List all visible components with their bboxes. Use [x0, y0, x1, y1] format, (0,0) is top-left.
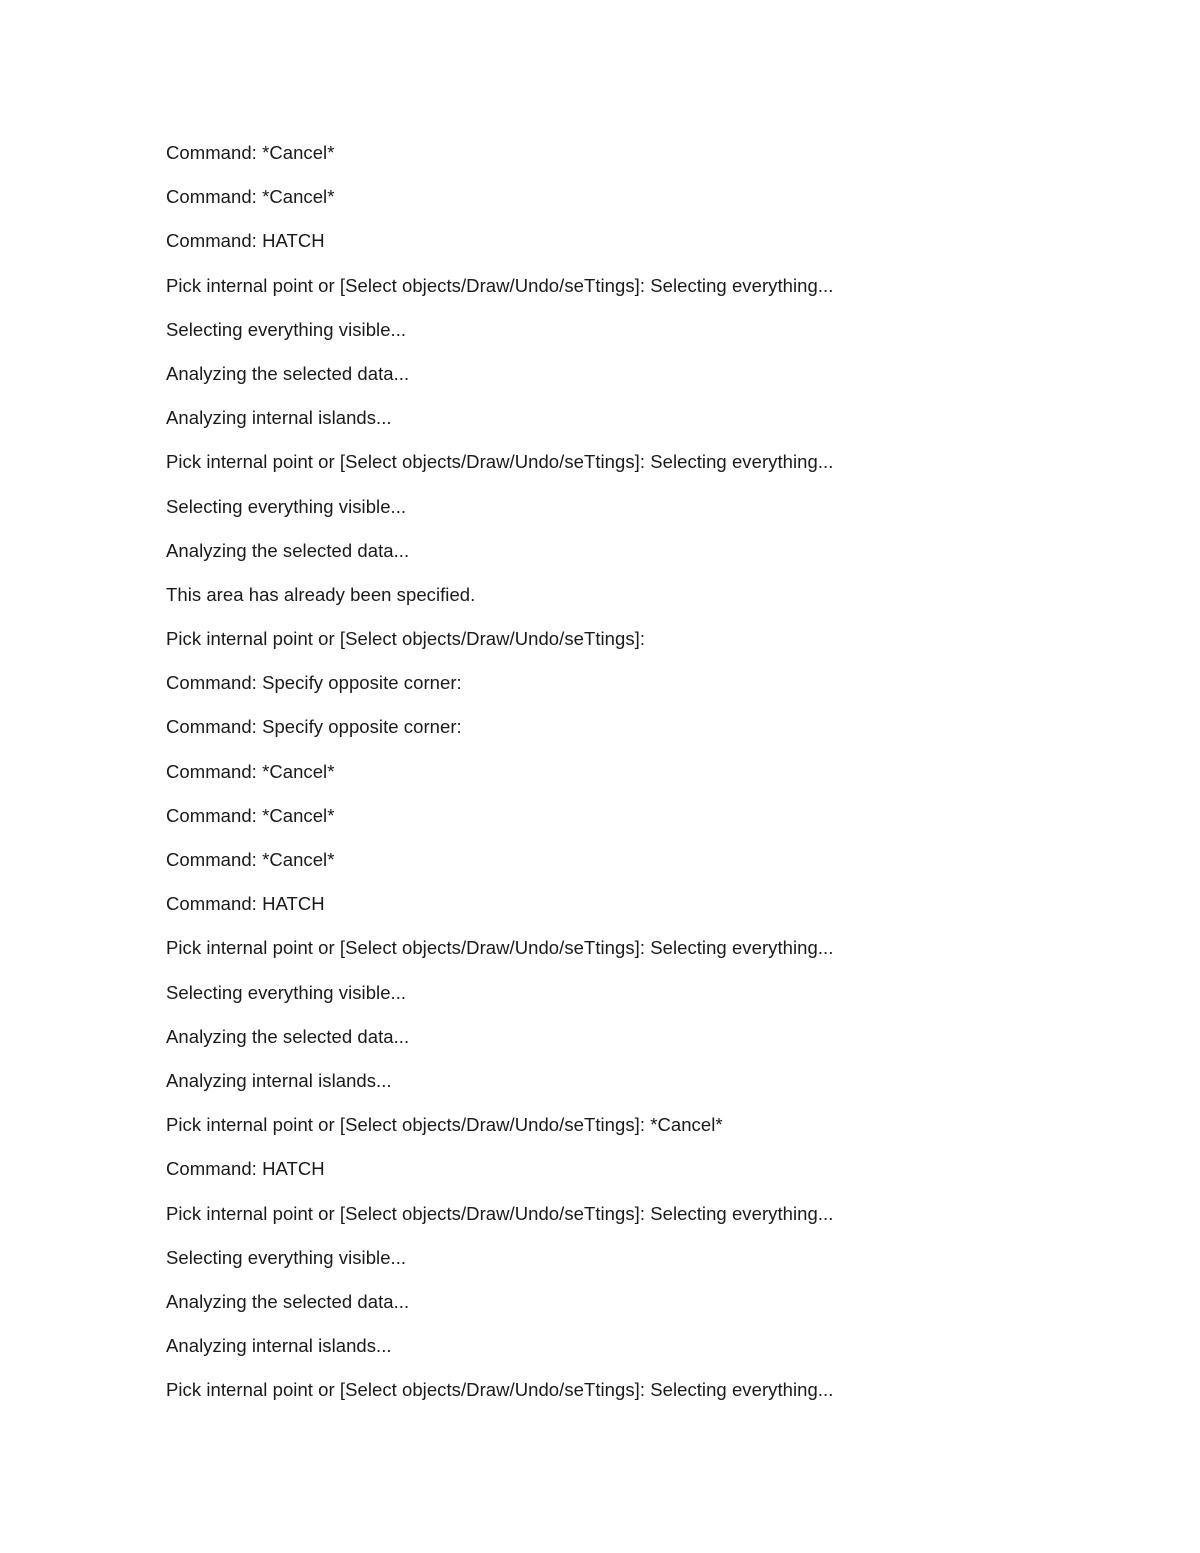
log-line: Selecting everything visible... — [166, 981, 407, 1003]
log-line: Analyzing internal islands... — [166, 1069, 392, 1091]
log-line: Command: Specify opposite corner: — [166, 716, 462, 738]
log-line: Command: *Cancel* — [166, 142, 335, 163]
log-line: Analyzing the selected data... — [166, 362, 410, 384]
command-log — [166, 141, 1146, 1422]
log-line: Command: *Cancel* — [166, 849, 335, 870]
log-line: Command: Specify opposite corner: — [166, 672, 462, 694]
log-line: Selecting everything visible... — [166, 318, 407, 340]
log-line: Pick internal point or [Select objects/Draw/Undo/seTtings]: Selecting everything... — [166, 451, 834, 473]
log-line: Command: HATCH — [166, 230, 325, 252]
log-line: Command: *Cancel* — [166, 186, 335, 208]
log-line: Analyzing internal islands... — [166, 407, 392, 429]
log-line: Pick internal point or [Select objects/Draw/Undo/seTtings]: Selecting everything... — [166, 274, 834, 296]
log-line: Pick internal point or [Select objects/Draw/Undo/seTtings]: — [166, 628, 646, 650]
log-line: Command: *Cancel* — [166, 760, 335, 782]
log-line: Command: HATCH — [166, 1158, 325, 1180]
log-line: Pick internal point or [Select objects/Draw/Undo/seTtings]: Selecting everything... — [166, 1379, 834, 1401]
log-line: Command: *Cancel* — [166, 804, 335, 826]
log-line: Pick internal point or [Select objects/Draw/Undo/seTtings]: Selecting everything... — [166, 1202, 834, 1224]
log-line: Pick internal point or [Select objects/Draw/Undo/seTtings]: Selecting everything... — [166, 937, 834, 959]
log-line: This area has already been specified. — [166, 583, 476, 605]
log-line: Analyzing the selected data... — [166, 1025, 410, 1047]
log-line: Analyzing the selected data... — [166, 539, 410, 561]
log-line: Selecting everything visible... — [166, 495, 407, 517]
log-line: Command: HATCH — [166, 893, 325, 915]
log-line: Pick internal point or [Select objects/Draw/Undo/seTtings]: *Cancel* — [166, 1114, 723, 1136]
log-line: Analyzing the selected data... — [166, 1290, 410, 1312]
log-line: Selecting everything visible... — [166, 1246, 407, 1268]
log-line: Analyzing internal islands... — [166, 1335, 392, 1357]
